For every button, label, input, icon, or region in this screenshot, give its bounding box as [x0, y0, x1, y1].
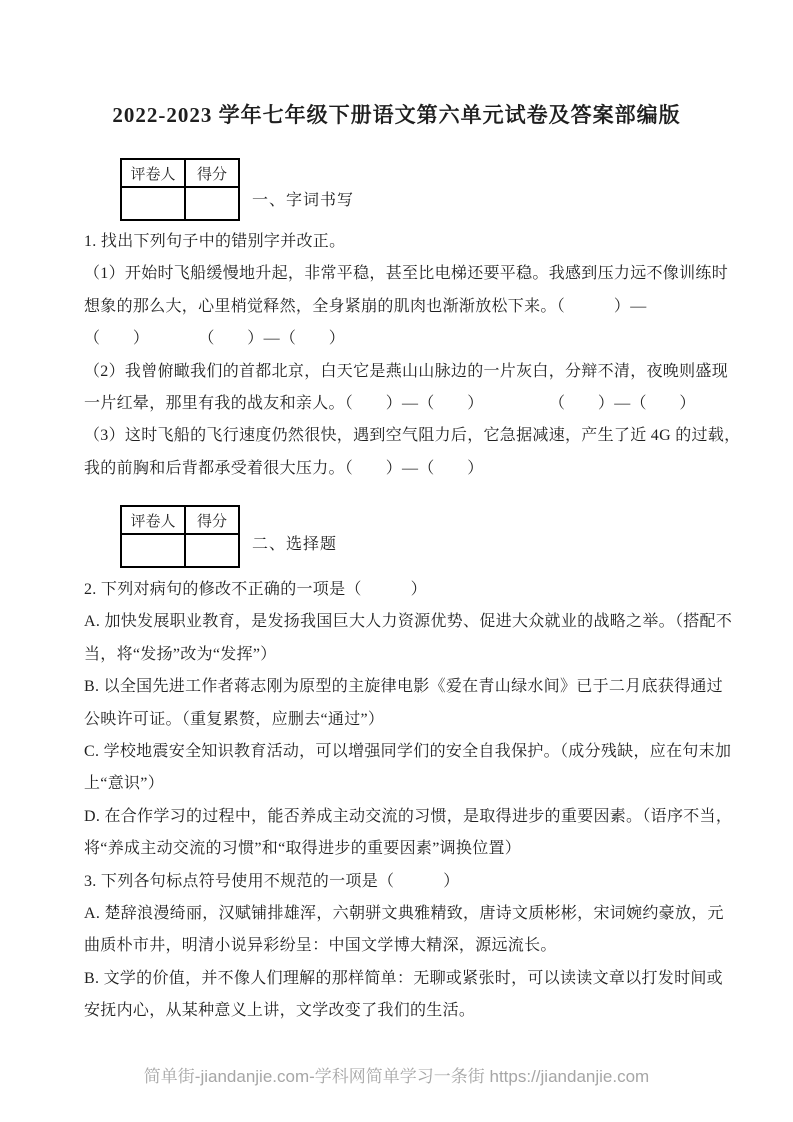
section-heading-multiple-choice: 二、选择题 — [252, 536, 338, 553]
text-line: 安抚内心，从某种意义上讲，文学改变了我们的生活。 — [84, 1002, 476, 1020]
text-line: （1）开始时飞船缓慢地升起，非常平稳，甚至比电梯还要平稳。我感到压力远不像训练时 — [84, 265, 729, 283]
text-line: A. 加快发展职业教育，是发扬我国巨大人力资源优势、促进大众就业的战略之举。（搭配不 — [84, 613, 733, 631]
text-line: （ ） （ ）—（ ） — [84, 330, 346, 348]
text-line: 将“养成主动交流的习惯”和“取得进步的重要因素”调换位置） — [84, 840, 522, 858]
grader-label-cell: 评卷人 — [121, 159, 185, 187]
text-line: 1. 找出下列句子中的错别字并改正。 — [84, 233, 346, 250]
score-label-cell: 得分 — [185, 506, 239, 534]
text-line: 当，将“发扬”改为“发挥”） — [84, 645, 277, 663]
text-line: 我的前胸和后背都承受着很大压力。（ ）—（ ） — [84, 459, 484, 477]
grader-label-cell: 评卷人 — [121, 506, 185, 534]
text-line: 公映许可证。（重复累赘，应删去“通过”） — [84, 710, 385, 728]
text-line: 上“意识”） — [84, 775, 165, 793]
text-line: D. 在合作学习的过程中，能否养成主动交流的习惯，是取得进步的重要因素。（语序不当， — [84, 807, 733, 825]
score-table-1 — [120, 158, 240, 221]
section-multiple-choice-body — [84, 574, 732, 1027]
text-line: 3. 下列各句标点符号使用不规范的一项是（ ） — [84, 872, 460, 890]
text-line: （3）这时飞船的飞行速度仍然很快，遇到空气阻力后，它急据减速，产生了近 4G 的过载， — [84, 427, 741, 445]
section-heading-word-writing: 一、字词书写 — [252, 192, 355, 209]
score-value-cell — [185, 534, 239, 567]
text-line: B. 以全国先进工作者蒋志刚为原型的主旋律电影《爱在青山绿水间》已于二月底获得通过 — [84, 678, 723, 696]
text-line: 想象的那么大，心里梢觉释然，全身紧崩的肌肉也渐渐放松下来。（ ）— — [84, 297, 647, 315]
grader-value-cell — [121, 534, 185, 567]
text-line: 一片红晕，那里有我的战友和亲人。（ ）—（ ） （ ）—（ ） — [84, 394, 696, 412]
text-line: C. 学校地震安全知识教育活动，可以增强同学们的安全自我保护。（成分残缺，应在句末加 — [84, 742, 732, 760]
score-label-cell: 得分 — [185, 159, 239, 187]
score-table-2 — [120, 505, 240, 568]
score-value-cell — [185, 187, 239, 220]
footer-watermark: 简单街-jiandanjie.com-学科网简单学习一条街 https://jiandanjie.com — [143, 1067, 650, 1086]
text-line: A. 楚辞浪漫绮丽，汉赋铺排雄浑，六朝骈文典雅精致，唐诗文质彬彬，宋词婉约豪放，元 — [84, 904, 724, 922]
section-word-writing-body — [84, 226, 741, 485]
text-line: B. 文学的价值，并不像人们理解的那样简单：无聊或紧张时，可以读读文章以打发时间或 — [84, 969, 723, 987]
grader-value-cell — [121, 187, 185, 220]
text-line: （2）我曾俯瞰我们的首都北京，白天它是燕山山脉边的一片灰白，分辩不清，夜晚则盛现 — [84, 362, 729, 380]
page-title: 2022-2023 学年七年级下册语文第六单元试卷及答案部编版 — [112, 103, 681, 127]
text-line: 2. 下列对病句的修改不正确的一项是（ ） — [84, 581, 427, 598]
text-line: 曲质朴市井，明清小说异彩纷呈：中国文学博大精深，源远流长。 — [84, 937, 557, 955]
